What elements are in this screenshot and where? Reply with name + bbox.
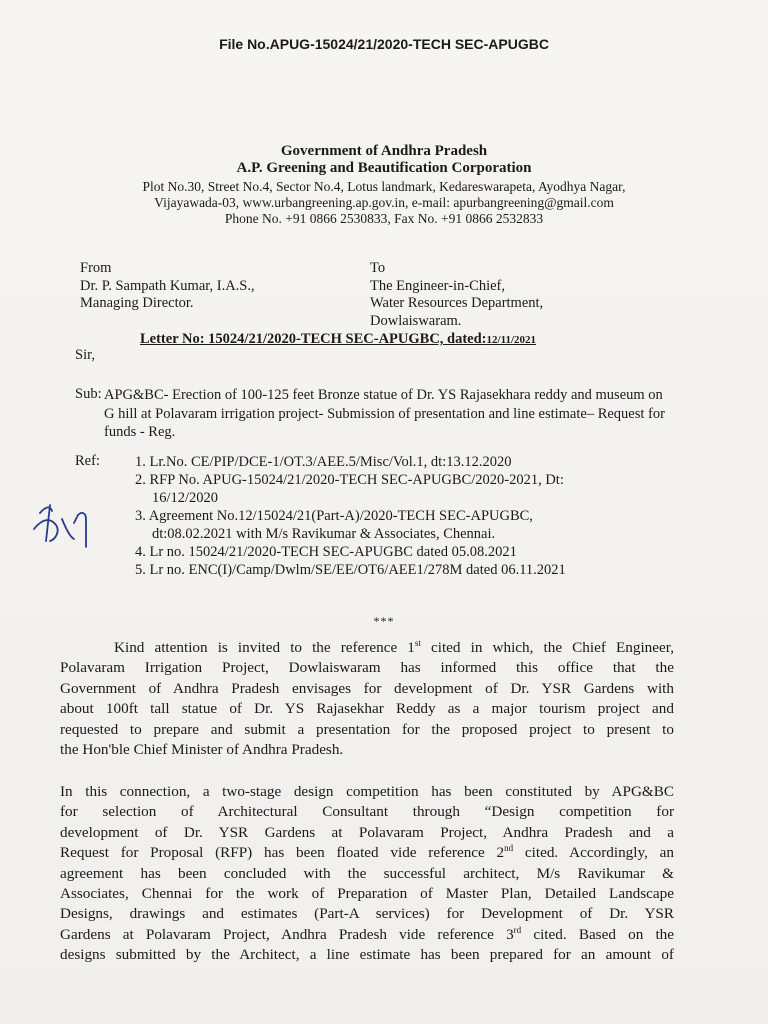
handwritten-initials-signature: [20, 495, 110, 555]
reference-item: [135, 561, 566, 579]
paragraph-line: [60, 925, 674, 945]
paragraph-line: [60, 843, 674, 863]
letter-date: 12/11/2021: [486, 334, 537, 346]
address-line-1: Plot No.30, Street No.4, Sector No.4, Lotus landmark, Kedareswarapeta, Ayodhya Nagar,: [142, 179, 626, 194]
salutation: Sir,: [75, 347, 95, 363]
from-designation: Managing Director.: [80, 295, 194, 311]
paragraph-line: Polavaram Irrigation Project, Dowlaiswaram has informed this office that the: [60, 659, 674, 677]
subject-text: APG&BC- Erection of 100-125 feet Bronze statue of Dr. YS Rajasekhara reddy and museum on G hill at Polavaram irrigation project- Submission of presentation and line estimate– Request for funds - Reg.: [104, 387, 665, 440]
section-separator: ***: [373, 614, 395, 628]
to-line-2: Water Resources Department,: [370, 295, 544, 311]
from-name: Dr. P. Sampath Kumar, I.A.S.,: [80, 277, 255, 294]
letter-number-text: Letter No: 15024/21/2020-TECH SEC-APUGBC, dated:: [140, 331, 487, 347]
reference-text: Lr no. ENC(I)/Camp/Dwlm/SE/EE/OT6/AEE1/278M dated 06.11.2021: [149, 562, 566, 578]
address-line-2: Vijayawada-03, www.urbangreening.ap.gov.in, e-mail: apurbangreening@gmail.com: [154, 195, 614, 210]
reference-number: 4.: [135, 544, 146, 560]
from-block: [80, 260, 255, 313]
paragraph-2: [60, 782, 674, 966]
superscript: nd: [504, 843, 514, 854]
corporation-title: A.P. Greening and Beautification Corporation: [236, 160, 532, 176]
paragraph-line: the Hon'ble Chief Minister of Andhra Pradesh.: [60, 741, 344, 759]
to-block: [370, 260, 543, 330]
reference-text: RFP No. APUG-15024/21/2020-TECH SEC-APUGBC/2020-2021, Dt:: [149, 472, 564, 488]
text-run: Kind attention is invited to the reference 1: [114, 639, 415, 656]
paragraph-line: In this connection, a two-stage design competition has been constituted by APG&BC: [60, 783, 674, 800]
text-run: cited. Based on the: [521, 925, 675, 943]
reference-continuation: dt:08.02.2021 with M/s Ravikumar & Associates, Chennai.: [152, 526, 496, 542]
paragraph-line: designs submitted by the Architect, a line estimate has been prepared for an amount of: [60, 946, 674, 964]
reference-text: Lr no. 15024/21/2020-TECH SEC-APUGBC dated 05.08.2021: [149, 544, 517, 560]
reference-item: [135, 507, 566, 525]
paragraph-line: development of Dr. YSR Gardens at Polavaram Project, Andhra Pradesh and a: [60, 823, 674, 841]
paragraph-line: requested to prepare and submit a presentation for the proposed project to present to: [60, 720, 674, 738]
reference-text: Agreement No.12/15024/21(Part-A)/2020-TECH SEC-APUGBC,: [148, 508, 533, 524]
reference-number: 3.: [135, 508, 146, 524]
text-run: cited in which, the Chief Engineer,: [420, 639, 674, 656]
reference-item: [135, 471, 566, 489]
superscript: st: [414, 637, 421, 648]
paragraph-line: Government of Andhra Pradesh envisages for development of Dr. YSR Gardens with: [60, 679, 674, 697]
paragraph-line: Associates, Chennai for the work of Preparation of Master Plan, Detailed Landscape: [60, 885, 674, 903]
reference-number: 5.: [135, 562, 146, 578]
paragraph-line: [60, 638, 674, 658]
reference-item: [135, 543, 566, 561]
reference-text: Lr.No. CE/PIP/DCE-1/OT.3/AEE.5/Misc/Vol.1, dt:13.12.2020: [149, 454, 512, 470]
reference-number: 2.: [135, 472, 146, 488]
paragraph-line: about 100ft tall statue of Dr. YS Rajasekhar Reddy as a major tourism project and: [60, 700, 674, 718]
to-line-3: Dowlaiswaram.: [370, 312, 462, 329]
subject-label: Sub:: [75, 386, 102, 402]
reference-label: Ref:: [75, 453, 100, 469]
reference-number: 1.: [135, 454, 146, 470]
government-title: Government of Andhra Pradesh: [280, 143, 488, 159]
reference-continuation: 16/12/2020: [152, 490, 219, 506]
superscript: rd: [513, 924, 522, 935]
text-run: Gardens at Polavaram Project, Andhra Pradesh vide reference 3: [60, 925, 514, 943]
text-run: cited. Accordingly, an: [513, 844, 674, 862]
to-line-1: The Engineer-in-Chief,: [370, 277, 505, 294]
paragraph-line: agreement has been concluded with the successful architect, M/s Ravikumar &: [60, 864, 674, 882]
reference-list: [135, 453, 566, 579]
reference-item: [135, 453, 566, 471]
paragraph-line: Designs, drawings and estimates (Part-A services) for Development of Dr. YSR: [60, 905, 674, 923]
paragraph-line: for selection of Architectural Consultant through “Design competition for: [60, 803, 674, 821]
file-number: File No.APUG-15024/21/2020-TECH SEC-APUGBC: [219, 36, 549, 52]
text-run: Request for Proposal (RFP) has been floated vide reference 2: [60, 844, 505, 862]
phone-fax: Phone No. +91 0866 2530833, Fax No. +91 0866 2532833: [224, 211, 544, 226]
paragraph-1: [60, 638, 674, 760]
from-label: From: [80, 260, 112, 276]
letter-number: [140, 331, 536, 348]
to-label: To: [370, 260, 386, 276]
